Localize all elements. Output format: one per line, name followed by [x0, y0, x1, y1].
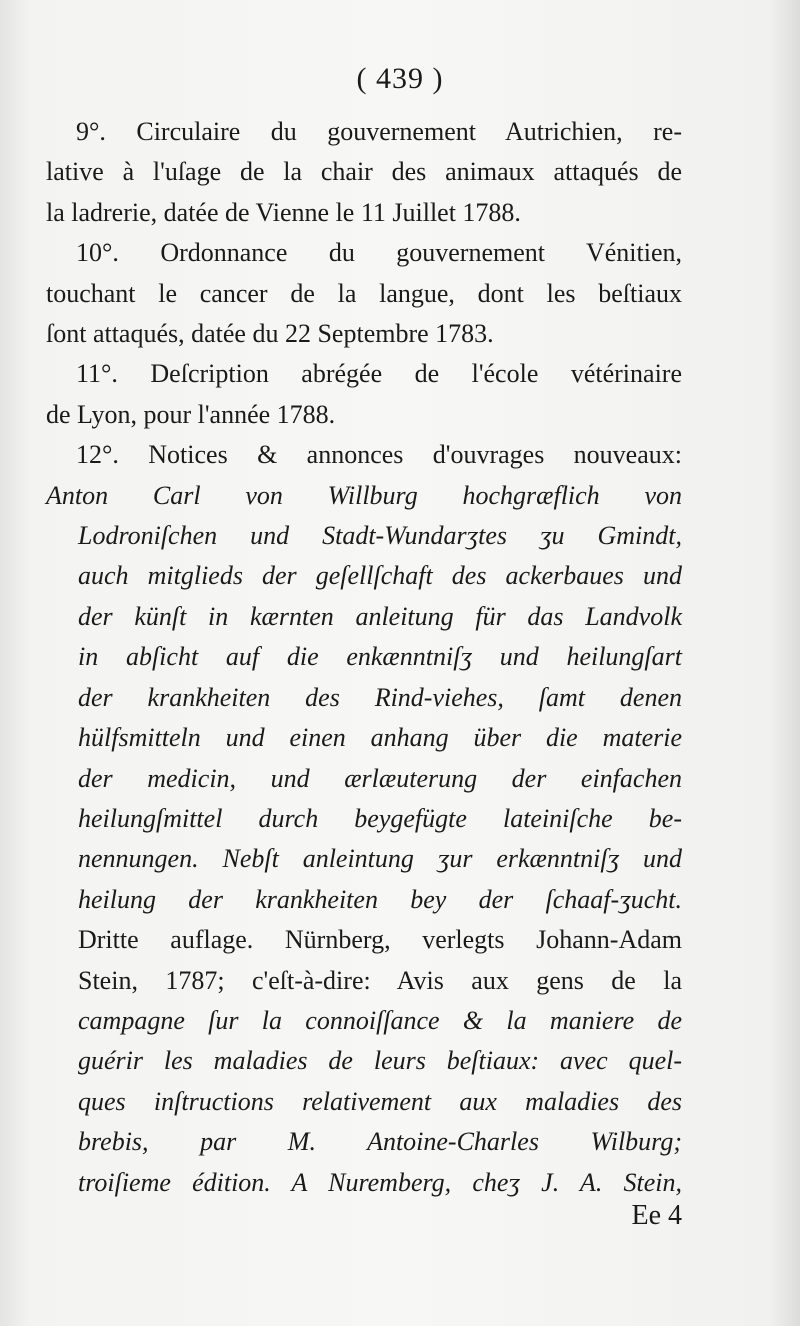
text-line: 10°. Ordonnance du gouvernement Vénitien, — [76, 238, 682, 268]
text-line: auch mitglieds der geſellſchaft des ackerbaues und — [78, 561, 682, 591]
text-line: campagne ſur la connoiſſance & la maniere de — [78, 1005, 682, 1035]
text-line: guérir les maladies de leurs beſtiaux: avec quel- — [78, 1046, 682, 1076]
text-line: ſont attaqués, datée du 22 Septembre 1783. — [46, 319, 494, 349]
text-line: in abſicht auf die enkænntniſʒ und heilungſart — [78, 642, 682, 672]
page-body — [46, 112, 682, 1203]
text-line: troiſieme édition. A Nuremberg, cheʒ J. A. Stein, — [78, 1167, 682, 1197]
page-number: ( 439 ) — [356, 62, 444, 95]
text-line: der künſt in kærnten anleitung für das Landvolk — [78, 601, 682, 631]
text-line: heilung der krankheiten bey der ſchaaf-ʒucht. — [78, 884, 682, 914]
text-line: 9°. Circulaire du gouvernement Autrichien, re- — [76, 117, 682, 146]
text-line: ques inſtructions relativement aux maladies des — [78, 1086, 682, 1116]
text-line: la ladrerie, datée de Vienne le 11 Juillet 1788. — [46, 197, 521, 227]
text-line: der krankheiten des Rind-viehes, ſamt denen — [78, 682, 682, 712]
text-line: Anton Carl von Willburg hochgræflich von — [46, 480, 682, 510]
text-line: touchant le cancer de la langue, dont les beſtiaux — [46, 278, 682, 308]
text-line: Dritte auflage. Nürnberg, verlegts Johann-Adam — [78, 925, 682, 955]
text-line: hülfsmitteln und einen anhang über die materie — [78, 723, 682, 753]
text-line: der medicin, und ærlæuterung der einfachen — [78, 763, 682, 793]
catchword-signature: Ee 4 — [631, 1200, 682, 1231]
text-line: de Lyon, pour l'année 1788. — [46, 399, 336, 429]
text-line: brebis, par M. Antoine-Charles Wilburg; — [78, 1127, 682, 1157]
text-line: Lodroniſchen und Stadt-Wundarʒtes ʒu Gmindt, — [78, 521, 682, 551]
text-line: lative à l'uſage de la chair des animaux attaqués de — [46, 157, 682, 187]
text-line: heilungſmittel durch beygefügte lateiniſche be- — [78, 803, 682, 833]
text-line: 11°. Deſcription abrégée de l'école vétérinaire — [76, 359, 682, 389]
text-line: nennungen. Nebſt anleintung ʒur erkænntniſʒ und — [78, 844, 682, 874]
text-line: Stein, 1787; c'eſt-à-dire: Avis aux gens de la — [78, 965, 682, 995]
text-line: 12°. Notices & annonces d'ouvrages nouveaux: — [76, 440, 682, 470]
